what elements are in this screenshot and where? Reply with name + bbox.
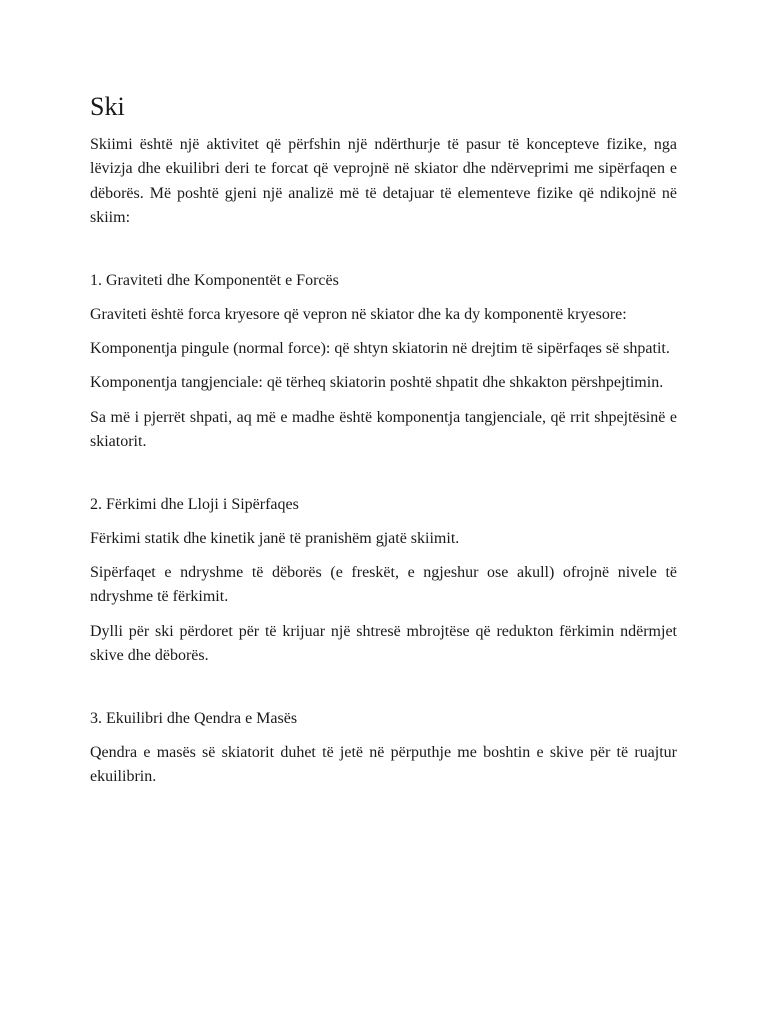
section-gravity <box>90 269 677 455</box>
section-paragraph: Sipërfaqet e ndryshme të dëborës (e freskët, e ngjeshur ose akull) ofrojnë nivele të ndryshme të fërkimit. <box>90 564 677 606</box>
document-page <box>90 90 677 800</box>
section-paragraph: Komponentja tangjenciale: që tërheq skiatorin poshtë shpatit dhe shkakton përshpejtimin. <box>90 374 664 392</box>
section-paragraph: Fërkimi statik dhe kinetik janë të pranishëm gjatë skiimit. <box>90 529 460 547</box>
section-paragraph: Graviteti është forca kryesore që vepron në skiator dhe ka dy komponentë kryesore: <box>90 305 627 323</box>
section-paragraph: Sa më i pjerrët shpati, aq më e madhe është komponentja tangjenciale, që rrit shpejtësinë e skiatorit. <box>90 408 677 451</box>
section-paragraph: Komponentja pingule (normal force): që shtyn skiatorin në drejtim të sipërfaqes së shpatit. <box>90 340 670 358</box>
section-paragraph: Qendra e masës së skiatorit duhet të jetë në përputhje me boshtin e skive për të ruajtur ekuilibrin. <box>90 743 677 786</box>
section-heading: 2. Fërkimi dhe Lloji i Sipërfaqes <box>90 495 299 513</box>
intro-paragraph: Skiimi është një aktivitet që përfshin një ndërthurje të pasur të koncepteve fizike, nga lëvizja dhe ekuilibri deri te forcat që veprojnë në skiator dhe ndërveprimi me sipërfaqen e dëborës. Më poshtë gjeni një analizë më të detajuar të elementeve fizike që ndikojnë në skiim: <box>90 136 677 227</box>
section-heading: 3. Ekuilibri dhe Qendra e Masës <box>90 709 298 727</box>
section-heading: 1. Graviteti dhe Komponentët e Forcës <box>90 271 339 289</box>
document-title: Ski <box>90 92 125 121</box>
section-friction <box>90 493 677 669</box>
section-balance <box>90 707 677 790</box>
section-paragraph: Dylli për ski përdoret për të krijuar një shtresë mbrojtëse që redukton fërkimin ndërmjet skive dhe dëborës. <box>90 622 677 665</box>
